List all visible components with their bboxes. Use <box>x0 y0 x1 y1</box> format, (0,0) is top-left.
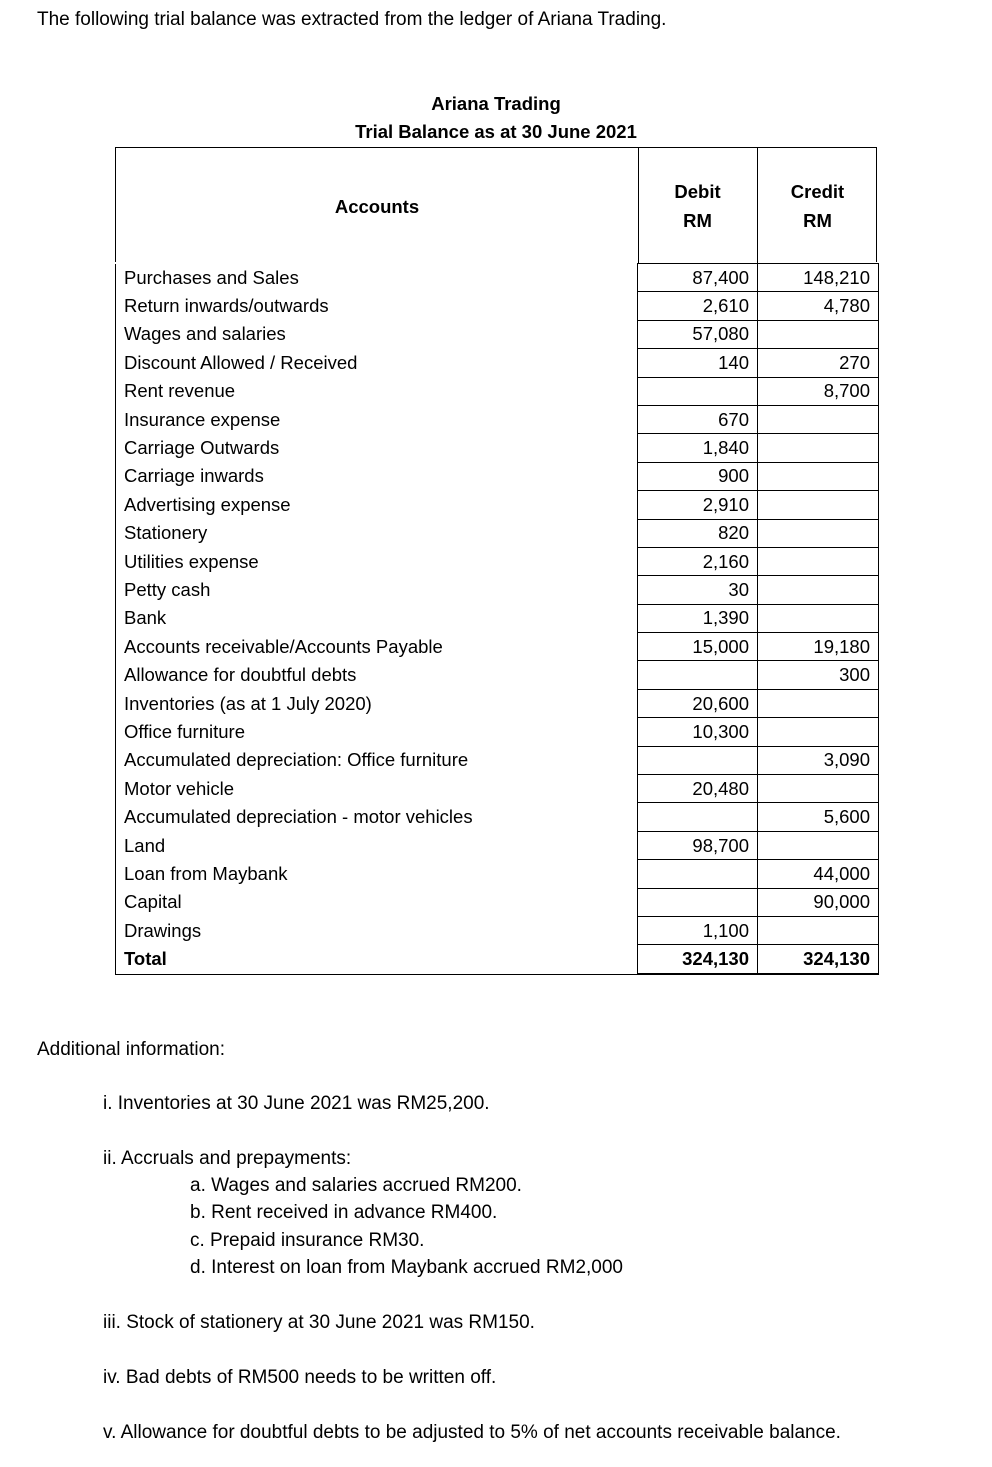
credit-amount: 3,090 <box>758 746 879 774</box>
total-credit: 324,130 <box>758 945 879 975</box>
debit-amount: 98,700 <box>638 831 758 859</box>
info-item-iii: iii. Stock of stationery at 30 June 2021 was RM150. <box>103 1312 535 1333</box>
credit-amount: 44,000 <box>758 860 879 888</box>
info-item-ii-a: a. Wages and salaries accrued RM200. <box>190 1175 522 1196</box>
account-name: Land <box>116 831 638 859</box>
credit-amount <box>758 519 879 547</box>
table-row <box>116 320 879 348</box>
accounts-header: Accounts <box>334 196 420 217</box>
table-row <box>116 519 879 547</box>
account-name: Carriage inwards <box>116 462 638 490</box>
credit-amount <box>758 916 879 944</box>
credit-amount <box>758 831 879 859</box>
total-label: Total <box>116 945 638 975</box>
account-name: Discount Allowed / Received <box>116 349 638 377</box>
credit-amount: 8,700 <box>758 377 879 405</box>
table-row <box>116 775 879 803</box>
credit-amount <box>758 689 879 717</box>
debit-amount: 820 <box>638 519 758 547</box>
debit-amount: 1,390 <box>638 604 758 632</box>
credit-amount: 270 <box>758 349 879 377</box>
debit-amount: 2,910 <box>638 491 758 519</box>
trial-balance-header <box>115 147 877 262</box>
credit-unit-header: RM <box>803 210 832 231</box>
table-row <box>116 576 879 604</box>
info-item-ii-b: b. Rent received in advance RM400. <box>190 1202 498 1223</box>
table-row <box>116 633 879 661</box>
debit-amount: 20,480 <box>638 775 758 803</box>
debit-header: Debit <box>674 181 721 202</box>
account-name: Loan from Maybank <box>116 860 638 888</box>
table-row <box>116 349 879 377</box>
trial-balance-table <box>115 263 879 975</box>
credit-amount <box>758 434 879 462</box>
total-debit: 324,130 <box>638 945 758 975</box>
info-item-ii: ii. Accruals and prepayments: <box>103 1148 352 1169</box>
account-name: Petty cash <box>116 576 638 604</box>
info-item-i: i. Inventories at 30 June 2021 was RM25,200. <box>103 1093 490 1114</box>
credit-amount <box>758 576 879 604</box>
account-name: Stationery <box>116 519 638 547</box>
debit-amount: 670 <box>638 405 758 433</box>
table-row <box>116 604 879 632</box>
account-name: Purchases and Sales <box>116 264 638 292</box>
account-name: Inventories (as at 1 July 2020) <box>116 689 638 717</box>
account-name: Carriage Outwards <box>116 434 638 462</box>
debit-amount <box>638 888 758 916</box>
intro-text: The following trial balance was extracted from the ledger of Ariana Trading. <box>37 9 667 30</box>
table-row <box>116 746 879 774</box>
account-name: Office furniture <box>116 718 638 746</box>
debit-amount: 1,100 <box>638 916 758 944</box>
account-name: Drawings <box>116 916 638 944</box>
debit-amount: 2,160 <box>638 547 758 575</box>
credit-amount: 4,780 <box>758 292 879 320</box>
account-name: Capital <box>116 888 638 916</box>
table-row <box>116 831 879 859</box>
account-name: Accumulated depreciation: Office furniture <box>116 746 638 774</box>
credit-amount: 5,600 <box>758 803 879 831</box>
credit-amount <box>758 718 879 746</box>
account-name: Advertising expense <box>116 491 638 519</box>
debit-amount <box>638 661 758 689</box>
debit-amount: 87,400 <box>638 264 758 292</box>
table-row <box>116 292 879 320</box>
credit-amount <box>758 491 879 519</box>
table-row <box>116 434 879 462</box>
total-row <box>116 945 879 975</box>
additional-info-heading: Additional information: <box>37 1039 225 1060</box>
table-row <box>116 718 879 746</box>
credit-amount <box>758 604 879 632</box>
credit-amount <box>758 405 879 433</box>
credit-amount: 19,180 <box>758 633 879 661</box>
trial-balance-title: Trial Balance as at 30 June 2021 <box>355 121 637 142</box>
account-name: Rent revenue <box>116 377 638 405</box>
account-name: Bank <box>116 604 638 632</box>
table-row <box>116 661 879 689</box>
debit-amount <box>638 377 758 405</box>
table-row <box>116 888 879 916</box>
account-name: Accumulated depreciation - motor vehicles <box>116 803 638 831</box>
account-name: Wages and salaries <box>116 320 638 348</box>
credit-header: Credit <box>790 181 845 202</box>
debit-amount <box>638 803 758 831</box>
account-name: Insurance expense <box>116 405 638 433</box>
account-name: Allowance for doubtful debts <box>116 661 638 689</box>
table-row <box>116 916 879 944</box>
credit-amount: 148,210 <box>758 264 879 292</box>
table-row <box>116 462 879 490</box>
account-name: Motor vehicle <box>116 775 638 803</box>
debit-amount: 30 <box>638 576 758 604</box>
table-row <box>116 689 879 717</box>
credit-amount: 90,000 <box>758 888 879 916</box>
debit-amount: 1,840 <box>638 434 758 462</box>
debit-unit-header: RM <box>683 210 712 231</box>
debit-amount <box>638 860 758 888</box>
debit-amount: 900 <box>638 462 758 490</box>
debit-amount: 10,300 <box>638 718 758 746</box>
table-row <box>116 860 879 888</box>
info-item-iv: iv. Bad debts of RM500 needs to be written off. <box>103 1367 497 1388</box>
table-row <box>116 377 879 405</box>
credit-amount: 300 <box>758 661 879 689</box>
credit-amount <box>758 320 879 348</box>
company-name: Ariana Trading <box>431 93 561 114</box>
info-item-v: v. Allowance for doubtful debts to be adjusted to 5% of net accounts receivable balance. <box>103 1422 841 1443</box>
account-name: Accounts receivable/Accounts Payable <box>116 633 638 661</box>
debit-amount: 140 <box>638 349 758 377</box>
table-row <box>116 264 879 292</box>
credit-amount <box>758 775 879 803</box>
debit-amount: 57,080 <box>638 320 758 348</box>
info-item-ii-d: d. Interest on loan from Maybank accrued RM2,000 <box>190 1257 624 1278</box>
debit-amount: 20,600 <box>638 689 758 717</box>
table-row <box>116 547 879 575</box>
table-row <box>116 491 879 519</box>
debit-amount <box>638 746 758 774</box>
table-row <box>116 405 879 433</box>
info-item-ii-c: c. Prepaid insurance RM30. <box>190 1230 425 1251</box>
credit-amount <box>758 462 879 490</box>
account-name: Return inwards/outwards <box>116 292 638 320</box>
credit-amount <box>758 547 879 575</box>
debit-amount: 15,000 <box>638 633 758 661</box>
account-name: Utilities expense <box>116 547 638 575</box>
table-row <box>116 803 879 831</box>
debit-amount: 2,610 <box>638 292 758 320</box>
